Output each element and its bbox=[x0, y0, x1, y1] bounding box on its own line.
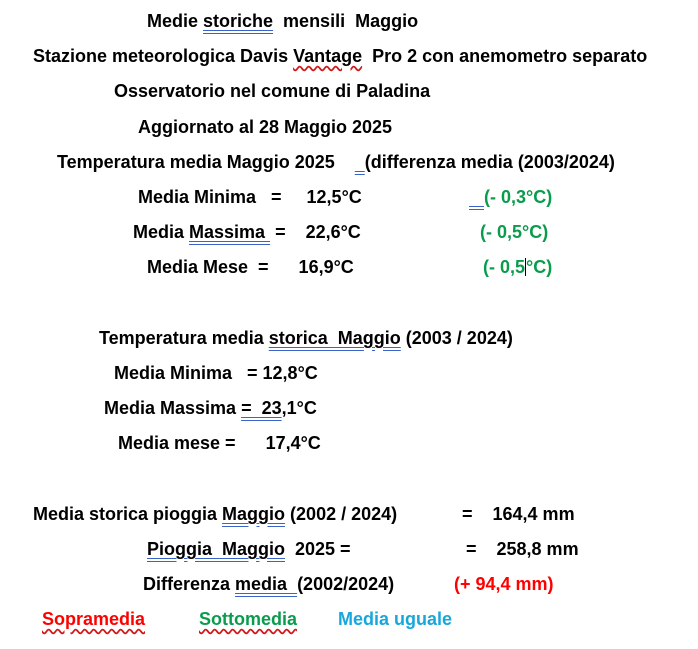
rain-historic-maggio: Maggio bbox=[222, 504, 286, 524]
rain-current-pioggia: Pioggia Maggio bbox=[147, 539, 285, 559]
historic-heading-storica: storica Maggio bbox=[268, 328, 401, 348]
current-min-gap bbox=[469, 187, 484, 207]
historic-max-pre: Media Massima bbox=[104, 398, 242, 418]
rain-diff-label bbox=[143, 573, 394, 595]
current-heading-diff: (differenza media (2003/2024) bbox=[364, 152, 615, 172]
legend-equal: Media uguale bbox=[338, 609, 453, 629]
station-line bbox=[33, 45, 647, 67]
rain-current-label bbox=[147, 538, 351, 560]
rain-diff-value: (+ 94,4 mm) bbox=[454, 574, 554, 594]
rain-current-post: 2025 = bbox=[285, 539, 351, 559]
current-min-label: Media Minima = 12,5°C bbox=[138, 187, 362, 207]
current-heading-gap bbox=[355, 152, 365, 172]
title-mid: mensili Maggio bbox=[273, 11, 419, 31]
current-max-pre: Media bbox=[133, 222, 190, 242]
rain-historic-value: = 164,4 mm bbox=[462, 504, 575, 524]
current-heading bbox=[57, 151, 615, 173]
rain-diff-media: media bbox=[235, 574, 298, 594]
legend-above bbox=[42, 608, 145, 630]
historic-max-post: ,1°C bbox=[281, 398, 317, 418]
title-storiche: storiche bbox=[203, 11, 274, 31]
station-post: Pro 2 con anemometro separato bbox=[362, 46, 648, 66]
title-pre: Medie bbox=[147, 11, 204, 31]
current-max-massima: Massima bbox=[189, 222, 271, 242]
observatory-line: Osservatorio nel comune di Paladina bbox=[114, 81, 431, 101]
rain-historic-label bbox=[33, 503, 397, 525]
rain-diff-pre: Differenza bbox=[143, 574, 236, 594]
current-max-diff: (- 0,5°C) bbox=[480, 222, 549, 242]
historic-max-label bbox=[104, 397, 317, 419]
current-mese-diff bbox=[483, 256, 552, 278]
rain-diff-post: (2002/2024) bbox=[297, 574, 395, 594]
rain-current-value: = 258,8 mm bbox=[466, 539, 579, 559]
current-mese-diff-a: (- 0,5 bbox=[483, 257, 526, 277]
updated-line: Aggiornato al 28 Maggio 2025 bbox=[138, 117, 393, 137]
legend-below-text: Sottomedia bbox=[199, 609, 298, 629]
historic-min-label: Media Minima = 12,8°C bbox=[114, 363, 318, 383]
station-pre: Stazione meteorologica Davis bbox=[33, 46, 294, 66]
historic-mese-label: Media mese = 17,4°C bbox=[118, 433, 321, 453]
rain-historic-pre: Media storica pioggia bbox=[33, 504, 223, 524]
current-min-diff-value: (- 0,3°C) bbox=[484, 187, 553, 207]
report-title bbox=[147, 10, 418, 32]
historic-heading bbox=[99, 327, 513, 349]
historic-max-eq: = 23 bbox=[241, 398, 282, 418]
current-max-post: = 22,6°C bbox=[270, 222, 361, 242]
current-max-label bbox=[133, 221, 361, 243]
current-mese-diff-b: °C) bbox=[526, 257, 553, 277]
current-mese-label: Media Mese = 16,9°C bbox=[147, 257, 354, 277]
historic-heading-post: (2003 / 2024) bbox=[400, 328, 513, 348]
rain-historic-post: (2002 / 2024) bbox=[285, 504, 398, 524]
legend-below bbox=[199, 608, 297, 630]
current-min-diff bbox=[469, 186, 552, 208]
legend-above-text: Sopramedia bbox=[42, 609, 146, 629]
station-vantage: Vantage bbox=[293, 46, 363, 66]
current-heading-text: Temperatura media Maggio 2025 bbox=[57, 152, 355, 172]
historic-heading-pre: Temperatura media bbox=[99, 328, 269, 348]
